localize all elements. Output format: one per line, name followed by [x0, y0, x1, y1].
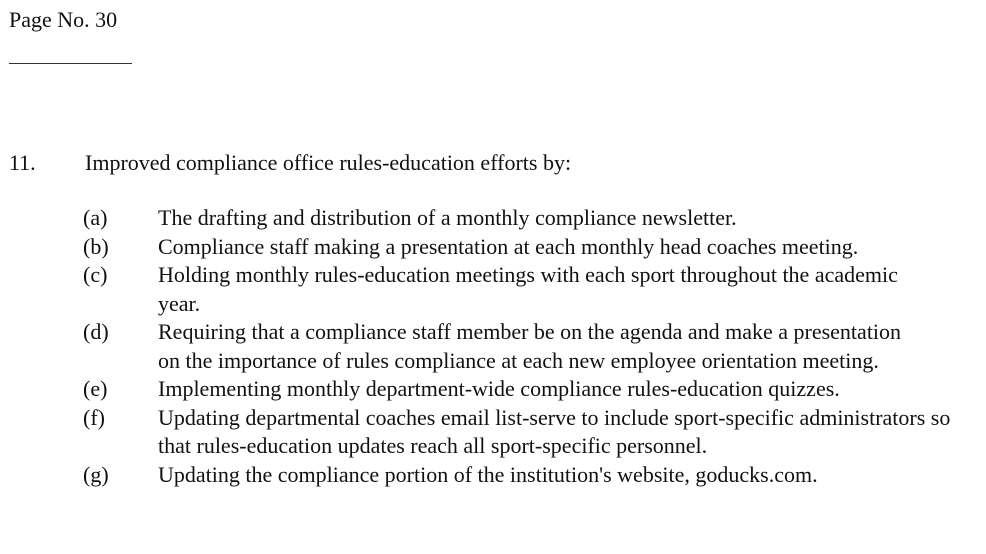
subitem-text: The drafting and distribution of a monthly compliance newsletter.	[158, 205, 737, 230]
item-number: 11.	[9, 150, 36, 175]
subitem-text: Updating departmental coaches email list-serve to include sport-specific administrators so that rules-education updates reach all sport-specific personnel.	[158, 404, 951, 458]
subitem-label: (f)	[83, 404, 105, 430]
subitem-g	[0, 461, 986, 490]
subitem-e	[0, 375, 986, 404]
page-number: Page No. 30	[9, 7, 118, 32]
subitem-c	[0, 261, 986, 318]
subitem-label: (a)	[83, 205, 108, 230]
subitem-text: Holding monthly rules-education meetings with each sport throughout the academic year.	[158, 262, 898, 316]
subitem-text: Compliance staff making a presentation at each monthly head coaches meeting.	[158, 233, 859, 259]
subitem-b	[0, 233, 986, 262]
subitem-f	[0, 404, 986, 461]
subitem-label: (b)	[83, 233, 109, 259]
subitem-label: (d)	[83, 319, 109, 344]
subitem-list	[0, 204, 986, 489]
subitem-label: (c)	[83, 262, 108, 287]
header-rule	[9, 63, 132, 64]
item-heading: Improved compliance office rules-education efforts by:	[85, 150, 572, 175]
subitem-text: Requiring that a compliance staff member be on the agenda and make a presentation on the importance of rules compliance at each new employee orientation meeting.	[158, 319, 902, 373]
subitem-label: (e)	[83, 376, 108, 401]
subitem-a	[0, 204, 986, 233]
subitem-text: Implementing monthly department-wide compliance rules-education quizzes.	[158, 376, 840, 401]
subitem-d	[0, 318, 986, 375]
subitem-label: (g)	[83, 461, 109, 487]
subitem-text: Updating the compliance portion of the institution's website, goducks.com.	[158, 461, 818, 487]
